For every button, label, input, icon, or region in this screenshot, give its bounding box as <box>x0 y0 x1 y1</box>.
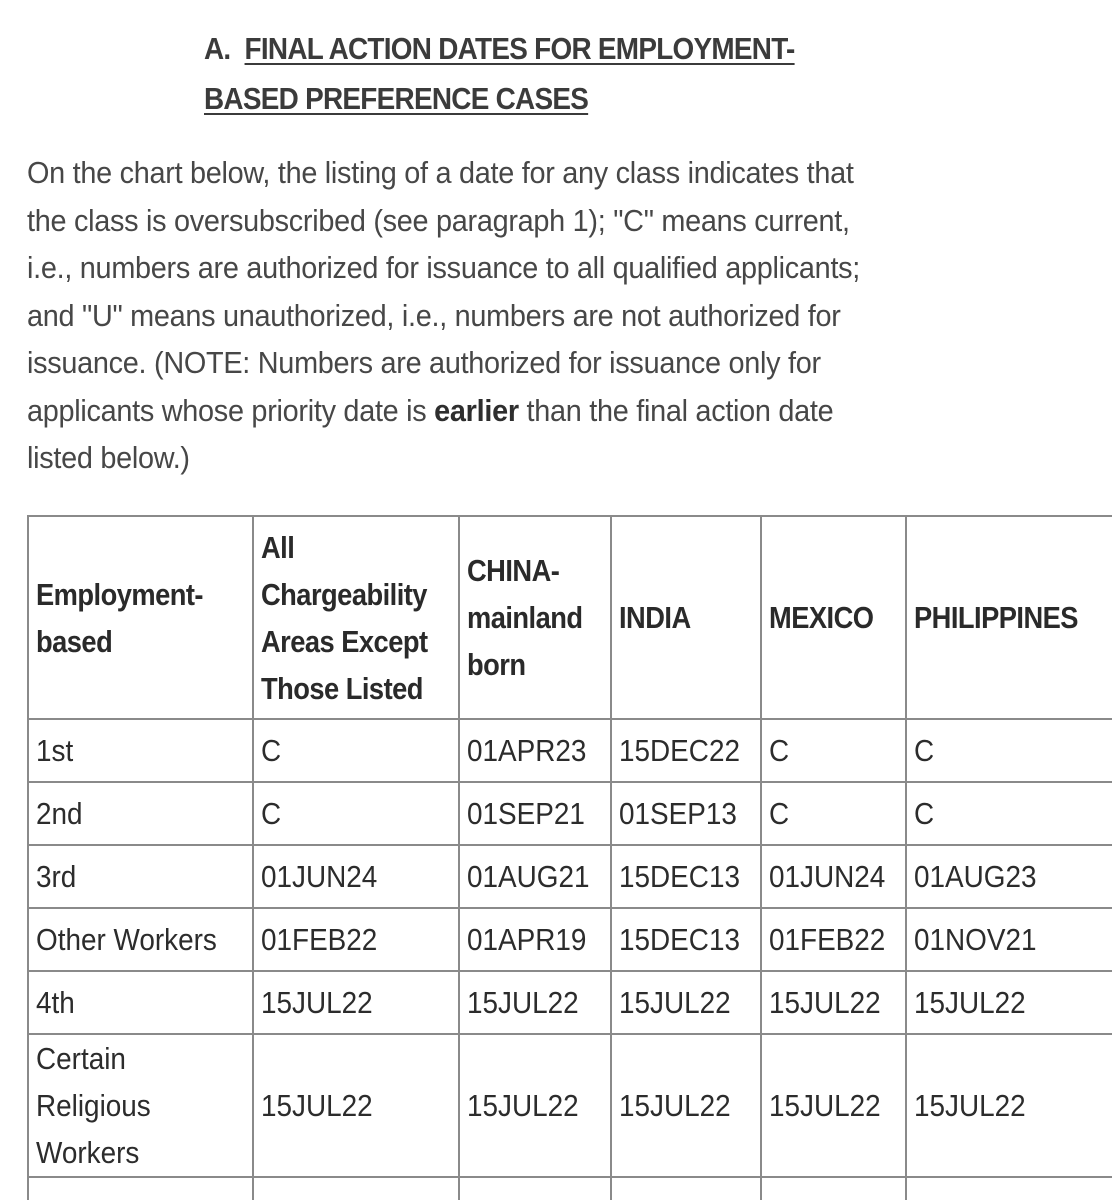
row-label: 3rd <box>28 845 253 908</box>
table-cell: 01SEP21 <box>459 782 611 845</box>
final-action-dates-table <box>27 515 1112 1200</box>
table-cell: C <box>253 719 459 782</box>
table-header-row <box>28 516 1112 719</box>
table-cell: 01AUG23 <box>906 845 1112 908</box>
table-cell: 01JUN24 <box>253 845 459 908</box>
row-label: 4th <box>28 971 253 1034</box>
table-cell: 15JUL22 <box>906 971 1112 1034</box>
table-cell: 15JUL22 <box>253 1034 459 1177</box>
table-cell: C <box>761 782 906 845</box>
table-row <box>28 908 1112 971</box>
table-cell: 15JUL22 <box>611 1034 761 1177</box>
table-cell: C <box>906 782 1112 845</box>
table-row <box>28 719 1112 782</box>
header-employment-based: Employment-based <box>28 516 253 719</box>
table-cell: 15JUL22 <box>761 971 906 1034</box>
table-cell: 15JUL22 <box>611 971 761 1034</box>
table-row-partial <box>28 1177 1112 1200</box>
table-cell: 15JUL22 <box>459 971 611 1034</box>
section-letter: A. <box>204 31 231 66</box>
table-cell: 01SEP13 <box>611 782 761 845</box>
table-row <box>28 845 1112 908</box>
table-cell: 15JUL22 <box>761 1034 906 1177</box>
table-row <box>28 971 1112 1034</box>
table-cell: 01APR23 <box>459 719 611 782</box>
table-cell: C <box>253 782 459 845</box>
header-all-chargeability: All Chargeability Areas Except Those Listed <box>253 516 459 719</box>
table-cell: 01NOV21 <box>906 908 1112 971</box>
table-cell: C <box>906 719 1112 782</box>
table-cell: 15JUL22 <box>459 1034 611 1177</box>
section-heading <box>204 24 816 124</box>
table-row <box>28 782 1112 845</box>
row-label: Certain Religious Workers <box>28 1034 253 1177</box>
table-cell: 01FEB22 <box>761 908 906 971</box>
header-india: INDIA <box>611 516 761 719</box>
table-cell: C <box>761 719 906 782</box>
row-label: 2nd <box>28 782 253 845</box>
intro-paragraph <box>27 149 883 482</box>
section-title: FINAL ACTION DATES FOR EMPLOYMENT-BASED PREFERENCE CASES <box>204 31 795 116</box>
table-cell: 15DEC13 <box>611 845 761 908</box>
table-cell: 01AUG21 <box>459 845 611 908</box>
table-cell: 15DEC13 <box>611 908 761 971</box>
table-cell: 15JUL22 <box>253 971 459 1034</box>
table-cell: 15DEC22 <box>611 719 761 782</box>
table-cell: 01FEB22 <box>253 908 459 971</box>
table-cell: 01APR19 <box>459 908 611 971</box>
intro-text-before: On the chart below, the listing of a date for any class indicates that the class is oversubscribed (see paragraph 1); "C" means current, i.e., numbers are authorized for issuance to all qualified applicants; and "U" means unauthorized, i.e., numbers are not authorized for issuance. (NOTE: Numbers are authorized for issuance only for applicants whose priority date is <box>27 155 861 428</box>
table-cell: 01JUN24 <box>761 845 906 908</box>
header-mexico: MEXICO <box>761 516 906 719</box>
final-action-dates-table-wrapper <box>27 515 1112 1200</box>
intro-text-after: than the final action date listed below.) <box>27 392 834 475</box>
row-label: 1st <box>28 719 253 782</box>
table-cell: 15JUL22 <box>906 1034 1112 1177</box>
header-china: CHINA-mainland born <box>459 516 611 719</box>
row-label: Other Workers <box>28 908 253 971</box>
header-philippines: PHILIPPINES <box>906 516 1112 719</box>
table-row <box>28 1034 1112 1177</box>
intro-bold-word: earlier <box>434 392 519 428</box>
